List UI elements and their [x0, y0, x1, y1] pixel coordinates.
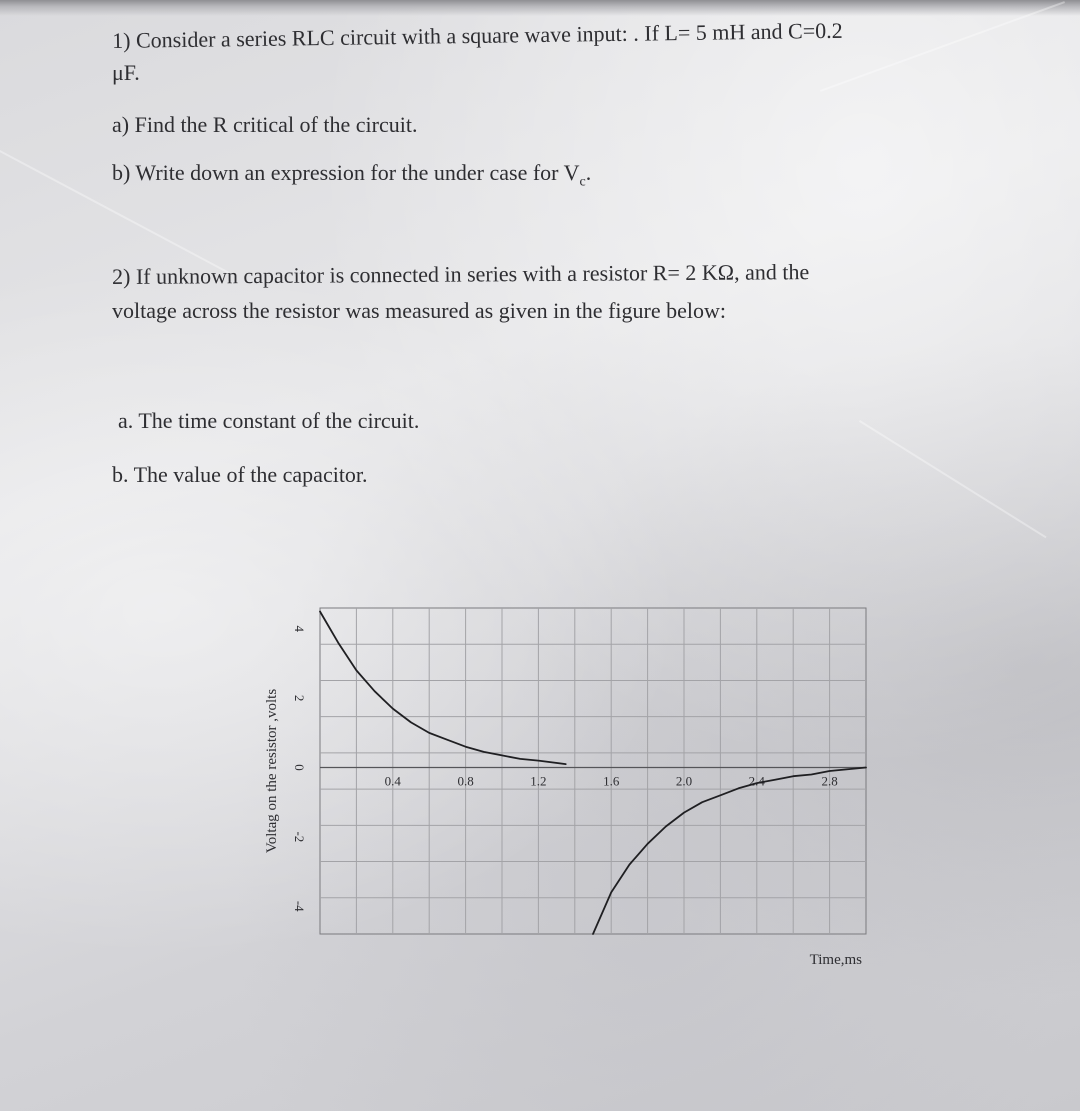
resistor-voltage-chart — [262, 600, 902, 980]
plot-frame — [320, 608, 866, 934]
chart-grid — [320, 608, 866, 934]
question-1-line-1: 1) Consider a series RLC circuit with a square wave input: . If L= 5 mH and C=0.2 — [112, 17, 843, 53]
chart-curves — [320, 612, 866, 935]
question-2-part-b: b. The value of the capacitor. — [112, 462, 368, 487]
x-tick-label: 0.8 — [457, 773, 474, 789]
y-tick-label: 4 — [292, 625, 308, 633]
vc-subscript: c — [579, 174, 586, 190]
y-axis-label: Voltag on the resistor ,volts — [264, 688, 280, 854]
paper-top-edge — [0, 0, 1080, 16]
question-1-line-2: μF. — [112, 60, 140, 85]
x-tick-label: 1.2 — [530, 773, 547, 789]
y-tick-label: 2 — [292, 694, 308, 702]
paper-crease — [859, 420, 1047, 538]
y-tick-label: 0 — [292, 764, 308, 771]
x-tick-label: 2.0 — [675, 773, 693, 789]
question-1-part-a: a) Find the R critical of the circuit. — [112, 112, 418, 137]
question-2-part-a: a. The time constant of the circuit. — [118, 408, 420, 433]
y-tick-label: -4 — [292, 900, 308, 912]
question-1-part-b — [112, 158, 591, 197]
part-b-text: b) Write down an expression for the under case for V — [112, 160, 580, 185]
question-2-line-2: voltage across the resistor was measured as given in the figure below: — [112, 298, 726, 323]
x-axis-label: Time,ms — [809, 952, 862, 968]
x-tick-label: 2.4 — [748, 773, 765, 789]
y-tick-label: -2 — [292, 831, 308, 843]
x-tick-label: 1.6 — [603, 773, 620, 789]
x-tick-label: 2.8 — [821, 773, 838, 789]
x-tick-label: 0.4 — [384, 773, 401, 789]
question-2-line-1: 2) If unknown capacitor is connected in series with a resistor R= 2 KΩ, and the — [112, 259, 810, 289]
chart-ticks — [292, 626, 838, 913]
voltage-curve — [593, 768, 866, 935]
part-b-period: . — [585, 160, 592, 185]
